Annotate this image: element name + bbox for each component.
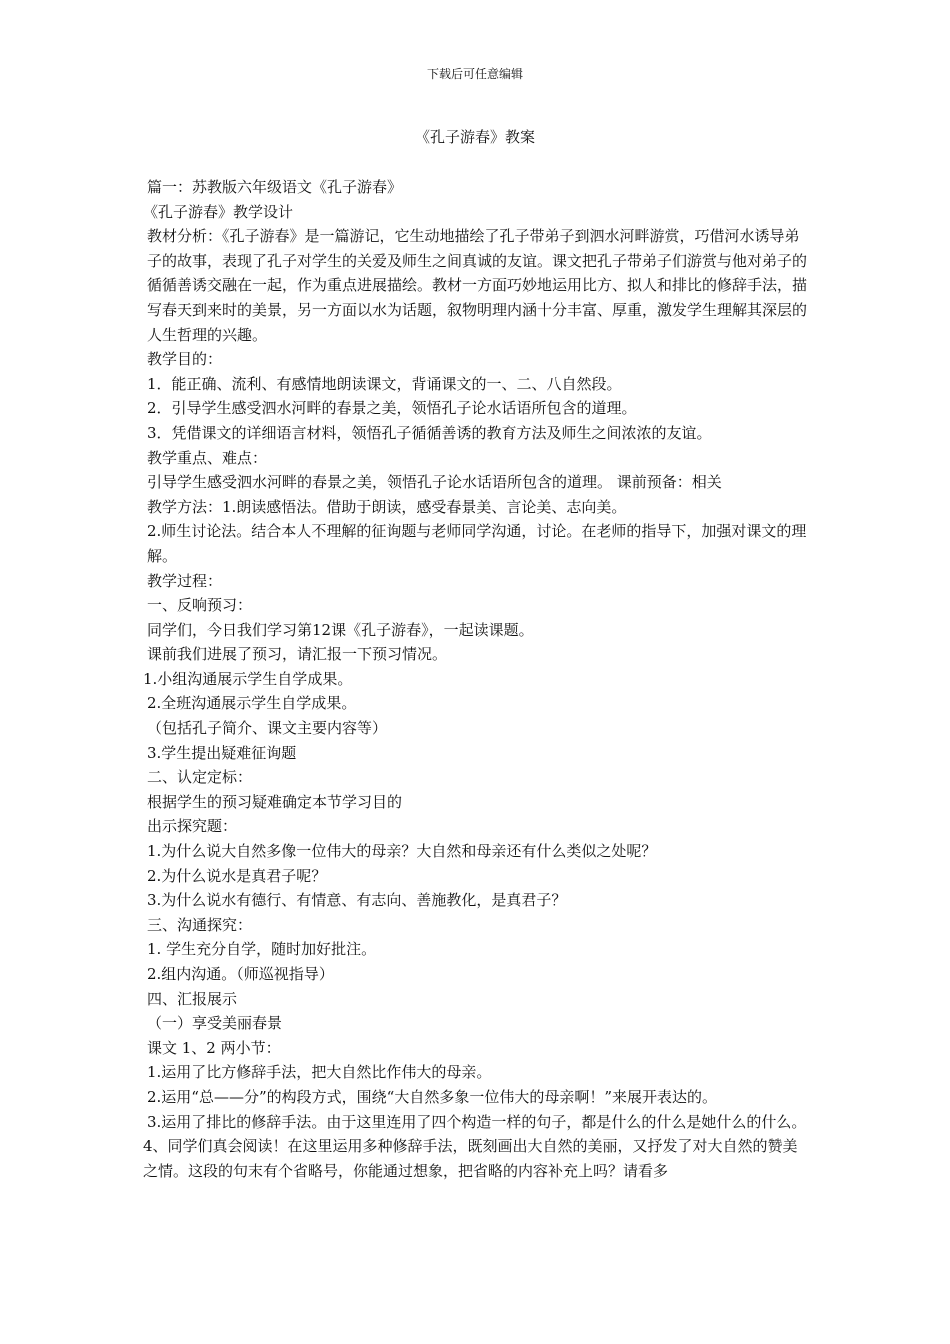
paragraph: 篇一：苏教版六年级语文《孔子游春》	[147, 178, 403, 196]
paragraph: 一、反响预习：	[147, 596, 253, 615]
paragraph: 1.为什么说大自然多像一位伟大的母亲？大自然和母亲还有什么类似之处呢？	[147, 842, 657, 861]
paragraph: 课前我们进展了预习，请汇报一下预习情况。	[147, 645, 448, 664]
paragraph: 出示探究题：	[147, 817, 238, 836]
paragraph: 3.运用了排比的修辞手法。由于这里连用了四个构造一样的句子，都是什么的什么是她什么的什么。	[147, 1112, 807, 1131]
document-body	[143, 175, 808, 1183]
paragraph: 教学目的：	[147, 350, 223, 369]
paragraph: 2.组内沟通。（师巡视指导）	[147, 965, 334, 983]
paragraph: （一）享受美丽春景	[147, 1014, 283, 1033]
paragraph: （包括孔子简介、课文主要内容等）	[147, 719, 388, 738]
paragraph: 2.师生讨论法。结合本人不理解的征询题与老师同学沟通，讨论。在老师的指导下，加强对课文的理解。	[147, 522, 807, 565]
paragraph: 2.全班沟通展示学生自学成果。	[147, 694, 357, 713]
paragraph: 课文 1、2 两小节：	[147, 1038, 281, 1057]
paragraph: 1.小组沟通展示学生自学成果。	[143, 669, 353, 688]
paragraph: 教学过程：	[147, 571, 223, 590]
paragraph: 《孔子游春》教学设计	[143, 202, 294, 221]
paragraph: 3.学生提出疑难征询题	[147, 743, 297, 762]
paragraph: 2.运用“总——分”的构段方式，围绕“大自然多象一位伟大的母亲啊！”来展开表达的。	[147, 1087, 717, 1106]
header-note: 下载后可任意编辑	[426, 67, 523, 81]
paragraph: 三、沟通探究：	[147, 915, 253, 934]
paragraph: 二、认定定标：	[147, 768, 253, 787]
paragraph: 同学们，今日我们学习第12课《孔子游春》，一起读课题。	[147, 620, 534, 639]
paragraph: 教材分析：《孔子游春》是一篇游记，它生动地描绘了孔子带弟子到泗水河畔游赏，巧借河水诱导弟子的故事，表现了孔子对学生的关爱及师生之间真诚的友谊。课文把孔子带弟子们游赏与他对弟子的循循善诱交融在一起，作为重点进展描绘。教材一方面巧妙地运用比方、拟人和排比的修辞手法，描写春天到来时的美景，另一方面以水为话题，叙物明理内涵十分丰富、厚重，激发学生理解其深层的人生哲理的兴趣。	[147, 227, 808, 344]
document-title: 《孔子游春》教案	[414, 128, 535, 146]
paragraph: 四、汇报展示	[147, 989, 238, 1008]
paragraph: 3.为什么说水有德行、有情意、有志向、善施教化，是真君子？	[147, 891, 567, 910]
paragraph: 2.为什么说水是真君子呢？	[147, 866, 327, 885]
paragraph: 教学方法：1.朗读感悟法。借助于朗读，感受春景美、言论美、志向美。	[147, 497, 627, 516]
paragraph: 1．能正确、流利、有感情地朗读课文，背诵课文的一、二、八自然段。	[147, 374, 622, 393]
paragraph: 引导学生感受泗水河畔的春景之美，领悟孔子论水话语所包含的道理。 课前预备：相关	[147, 473, 722, 492]
paragraph: 4、同学们真会阅读！在这里运用多种修辞手法，既刻画出大自然的美丽，又抒发了对大自然的赞美之情。这段的句末有个省略号，你能通过想象，把省略的内容补充上吗？请看多	[143, 1137, 798, 1180]
paragraph: 3．凭借课文的详细语言材料，领悟孔子循循善诱的教育方法及师生之间浓浓的友谊。	[147, 423, 712, 442]
paragraph: 2．引导学生感受泗水河畔的春景之美，领悟孔子论水话语所包含的道理。	[147, 399, 637, 418]
paragraph: 1.运用了比方修辞手法，把大自然比作伟大的母亲。	[147, 1063, 492, 1082]
paragraph: 1. 学生充分自学，随时加好批注。	[147, 940, 377, 959]
paragraph: 根据学生的预习疑难确定本节学习目的	[147, 792, 403, 811]
paragraph: 教学重点、难点：	[147, 448, 268, 467]
